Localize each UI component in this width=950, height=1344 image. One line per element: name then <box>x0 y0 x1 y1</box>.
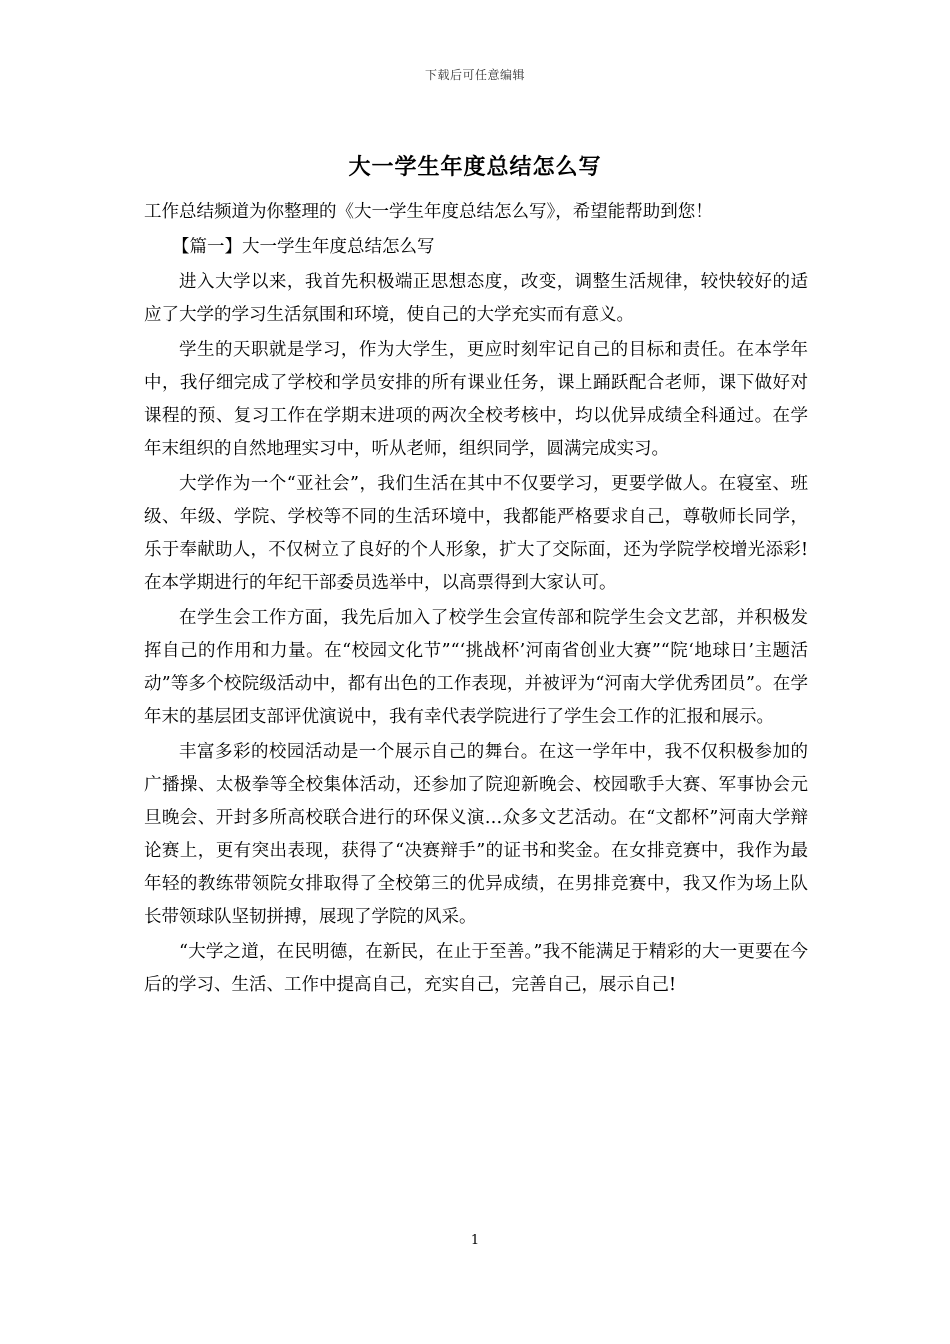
body-paragraph: 丰富多彩的校园活动是一个展示自己的舞台。在这一学年中，我不仅积极参加的广播操、太极拳等全校集体活动，还参加了院迎新晚会、校园歌手大赛、军事协会元旦晚会、开封多所高校联合进行的环保义演…众多文艺活动。在“文都杯”河南大学辩论赛上，更有突出表现，获得了“决赛辩手”的证书和奖金。在女排竞赛中，我作为最年轻的教练带领院女排取得了全校第三的优异成绩，在男排竞赛中，我又作为场上队长带领球队坚韧拼搏，展现了学院的风采。 <box>144 742 808 927</box>
body-paragraph: 进入大学以来，我首先积极端正思想态度，改变，调整生活规律，较快较好的适应了大学的学习生活氛围和环境，使自己的大学充实而有意义。 <box>144 272 808 325</box>
section-heading: 【篇一】大一学生年度总结怎么写 <box>172 237 435 257</box>
document-title: 大一学生年度总结怎么写 <box>348 154 602 180</box>
document-body <box>144 196 808 1004</box>
body-paragraph: “大学之道，在民明德，在新民，在止于至善。”我不能满足于精彩的大一更要在今后的学习、生活、工作中提高自己，充实自己，完善自己，展示自己! <box>144 942 808 995</box>
header-note: 下载后可任意编辑 <box>424 68 525 82</box>
intro-paragraph: 工作总结频道为你整理的《大一学生年度总结怎么写》，希望能帮助到您！ <box>144 202 713 222</box>
body-paragraph: 学生的天职就是学习，作为大学生，更应时刻牢记自己的目标和责任。在本学年中，我仔细完成了学校和学员安排的所有课业任务，课上踊跃配合老师，课下做好对课程的预、复习工作在学期末进项的两次全校考核中，均以优异成绩全科通过。在学年末组织的自然地理实习中，听从老师，组织同学，圆满完成实习。 <box>144 340 808 459</box>
page-number: 1 <box>470 1233 480 1248</box>
body-paragraph: 在学生会工作方面，我先后加入了校学生会宣传部和院学生会文艺部，并积极发挥自己的作用和力量。在“校园文化节”“‘挑战杯’河南省创业大赛”“院‘地球日’主题活动”等多个校院级活动中，都有出色的工作表现，并被评为“河南大学优秀团员”。在学年末的基层团支部评优演说中，我有幸代表学院进行了学生会工作的汇报和展示。 <box>144 608 808 727</box>
body-paragraph: 大学作为一个“亚社会”，我们生活在其中不仅要学习，更要学做人。在寝室、班级、年级、学院、学校等不同的生活环境中，我都能严格要求自己，尊敬师长同学，乐于奉献助人，不仅树立了良好的个人形象，扩大了交际面，还为学院学校增光添彩!在本学期进行的年纪干部委员选举中，以高票得到大家认可。 <box>144 474 808 593</box>
